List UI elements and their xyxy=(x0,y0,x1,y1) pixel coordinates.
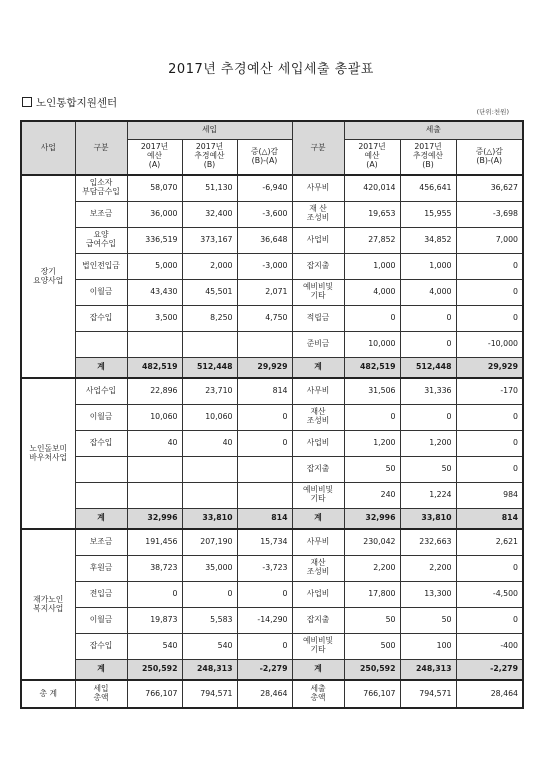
expense-revised-value: 1,000 xyxy=(400,253,456,279)
expense-subtotal-label: 계 xyxy=(292,357,344,378)
table-row xyxy=(21,253,523,279)
subtotal-row xyxy=(21,357,523,378)
subtotal-row xyxy=(21,508,523,529)
revenue-diff-value: 2,071 xyxy=(237,279,292,305)
expense-budget-value: 500 xyxy=(344,633,400,659)
header-business: 사업 xyxy=(21,121,75,175)
revenue-budget-value: 43,430 xyxy=(127,279,182,305)
expense-item-label: 사무비 xyxy=(292,529,344,555)
revenue-item-label: 후원금 xyxy=(75,555,127,581)
expense-subtotal-revised: 248,313 xyxy=(400,659,456,680)
revenue-subtotal-budget: 250,592 xyxy=(127,659,182,680)
revenue-total-label: 세입 총액 xyxy=(75,680,127,708)
expense-revised-value: 232,663 xyxy=(400,529,456,555)
table-row xyxy=(21,482,523,508)
revenue-item-label xyxy=(75,331,127,357)
table-row xyxy=(21,279,523,305)
expense-revised-value: 13,300 xyxy=(400,581,456,607)
revenue-budget-value: 38,723 xyxy=(127,555,182,581)
revenue-budget-value: 540 xyxy=(127,633,182,659)
revenue-subtotal-diff: 814 xyxy=(237,508,292,529)
revenue-revised-value: 0 xyxy=(182,581,237,607)
expense-revised-value: 50 xyxy=(400,607,456,633)
table-row xyxy=(21,633,523,659)
revenue-revised-value: 45,501 xyxy=(182,279,237,305)
revenue-subtotal-revised: 33,810 xyxy=(182,508,237,529)
revenue-item-label: 요양 급여수입 xyxy=(75,227,127,253)
revenue-budget-value: 36,000 xyxy=(127,201,182,227)
expense-diff-value: 0 xyxy=(456,404,523,430)
expense-diff-value: -400 xyxy=(456,633,523,659)
expense-diff-value: 0 xyxy=(456,253,523,279)
revenue-diff-value: 0 xyxy=(237,430,292,456)
revenue-total-budget: 766,107 xyxy=(127,680,182,708)
revenue-revised-value: 207,190 xyxy=(182,529,237,555)
expense-budget-value: 27,852 xyxy=(344,227,400,253)
expense-diff-value: 0 xyxy=(456,279,523,305)
expense-diff-value: -4,500 xyxy=(456,581,523,607)
revenue-subtotal-revised: 512,448 xyxy=(182,357,237,378)
expense-revised-value: 0 xyxy=(400,404,456,430)
expense-diff-value: 36,627 xyxy=(456,175,523,201)
revenue-item-label xyxy=(75,456,127,482)
revenue-item-label: 잡수입 xyxy=(75,633,127,659)
business-name: 재가노인 복지사업 xyxy=(21,529,75,680)
expense-subtotal-revised: 512,448 xyxy=(400,357,456,378)
expense-budget-value: 230,042 xyxy=(344,529,400,555)
expense-item-label: 준비금 xyxy=(292,331,344,357)
revenue-diff-value: 814 xyxy=(237,378,292,404)
expense-item-label: 사업비 xyxy=(292,227,344,253)
expense-budget-value: 0 xyxy=(344,305,400,331)
expense-diff-value: 0 xyxy=(456,456,523,482)
revenue-subtotal-revised: 248,313 xyxy=(182,659,237,680)
header-revenue-budget: 2017년 예산 (A) xyxy=(127,139,182,175)
revenue-diff-value: -3,723 xyxy=(237,555,292,581)
expense-item-label: 재산 조성비 xyxy=(292,404,344,430)
revenue-budget-value xyxy=(127,456,182,482)
revenue-item-label: 법인전입금 xyxy=(75,253,127,279)
expense-subtotal-label: 계 xyxy=(292,508,344,529)
expense-item-label: 적립금 xyxy=(292,305,344,331)
revenue-item-label: 이월금 xyxy=(75,279,127,305)
expense-diff-value: -10,000 xyxy=(456,331,523,357)
header-revenue-category: 구분 xyxy=(75,121,127,175)
expense-subtotal-budget: 482,519 xyxy=(344,357,400,378)
revenue-budget-value xyxy=(127,331,182,357)
expense-budget-value: 240 xyxy=(344,482,400,508)
budget-table xyxy=(20,120,524,709)
expense-item-label: 재산 조성비 xyxy=(292,555,344,581)
expense-diff-value: -3,698 xyxy=(456,201,523,227)
revenue-subtotal-diff: -2,279 xyxy=(237,659,292,680)
expense-subtotal-diff: 29,929 xyxy=(456,357,523,378)
revenue-revised-value: 51,130 xyxy=(182,175,237,201)
expense-revised-value: 34,852 xyxy=(400,227,456,253)
expense-budget-value: 4,000 xyxy=(344,279,400,305)
expense-item-label: 사업비 xyxy=(292,430,344,456)
expense-item-label: 예비비및 기타 xyxy=(292,279,344,305)
revenue-budget-value: 5,000 xyxy=(127,253,182,279)
expense-item-label: 잡지출 xyxy=(292,456,344,482)
revenue-total-revised: 794,571 xyxy=(182,680,237,708)
header-revenue: 세입 xyxy=(127,121,292,139)
revenue-revised-value: 32,400 xyxy=(182,201,237,227)
revenue-subtotal-label: 계 xyxy=(75,508,127,529)
revenue-diff-value: -6,940 xyxy=(237,175,292,201)
expense-subtotal-label: 계 xyxy=(292,659,344,680)
expense-subtotal-revised: 33,810 xyxy=(400,508,456,529)
expense-total-diff: 28,464 xyxy=(456,680,523,708)
revenue-budget-value xyxy=(127,482,182,508)
revenue-revised-value: 540 xyxy=(182,633,237,659)
expense-budget-value: 10,000 xyxy=(344,331,400,357)
revenue-budget-value: 10,060 xyxy=(127,404,182,430)
revenue-item-label: 전입금 xyxy=(75,581,127,607)
revenue-budget-value: 336,519 xyxy=(127,227,182,253)
revenue-diff-value: -3,600 xyxy=(237,201,292,227)
revenue-diff-value xyxy=(237,331,292,357)
expense-diff-value: 984 xyxy=(456,482,523,508)
expense-diff-value: 0 xyxy=(456,305,523,331)
revenue-budget-value: 19,873 xyxy=(127,607,182,633)
expense-item-label: 예비비및 기타 xyxy=(292,482,344,508)
revenue-diff-value: -3,000 xyxy=(237,253,292,279)
expense-diff-value: 0 xyxy=(456,607,523,633)
revenue-diff-value: 36,648 xyxy=(237,227,292,253)
table-row xyxy=(21,331,523,357)
expense-revised-value: 456,641 xyxy=(400,175,456,201)
revenue-subtotal-diff: 29,929 xyxy=(237,357,292,378)
expense-budget-value: 31,506 xyxy=(344,378,400,404)
revenue-diff-value xyxy=(237,456,292,482)
revenue-item-label: 이월금 xyxy=(75,607,127,633)
table-row xyxy=(21,227,523,253)
revenue-revised-value xyxy=(182,456,237,482)
expense-revised-value: 15,955 xyxy=(400,201,456,227)
revenue-diff-value: 0 xyxy=(237,581,292,607)
revenue-budget-value: 0 xyxy=(127,581,182,607)
revenue-revised-value: 373,167 xyxy=(182,227,237,253)
revenue-budget-value: 3,500 xyxy=(127,305,182,331)
expense-diff-value: 0 xyxy=(456,430,523,456)
expense-subtotal-budget: 32,996 xyxy=(344,508,400,529)
revenue-budget-value: 191,456 xyxy=(127,529,182,555)
expense-subtotal-budget: 250,592 xyxy=(344,659,400,680)
table-row xyxy=(21,555,523,581)
revenue-diff-value: -14,290 xyxy=(237,607,292,633)
expense-budget-value: 1,000 xyxy=(344,253,400,279)
checkbox-square-icon xyxy=(22,97,32,107)
table-row xyxy=(21,378,523,404)
revenue-item-label: 사업수입 xyxy=(75,378,127,404)
table-row xyxy=(21,175,523,201)
header-expense-category: 구분 xyxy=(292,121,344,175)
expense-diff-value: 7,000 xyxy=(456,227,523,253)
expense-subtotal-diff: -2,279 xyxy=(456,659,523,680)
revenue-diff-value xyxy=(237,482,292,508)
section-label: 노인통합지원센터 xyxy=(36,97,118,109)
expense-item-label: 사무비 xyxy=(292,378,344,404)
expense-revised-value: 31,336 xyxy=(400,378,456,404)
expense-item-label: 사업비 xyxy=(292,581,344,607)
expense-budget-value: 0 xyxy=(344,404,400,430)
page-title: 2017년 추경예산 세입세출 총괄표 xyxy=(168,62,374,77)
table-row xyxy=(21,201,523,227)
expense-revised-value: 0 xyxy=(400,305,456,331)
revenue-item-label: 보조금 xyxy=(75,529,127,555)
header-revenue-revised: 2017년 추경예산 (B) xyxy=(182,139,237,175)
header-expense-diff: 증(△)감 (B)-(A) xyxy=(456,139,523,175)
table-row xyxy=(21,404,523,430)
table-row xyxy=(21,607,523,633)
expense-revised-value: 4,000 xyxy=(400,279,456,305)
expense-diff-value: 0 xyxy=(456,555,523,581)
expense-revised-value: 100 xyxy=(400,633,456,659)
revenue-diff-value: 0 xyxy=(237,404,292,430)
grand-total-row xyxy=(21,680,523,708)
table-row xyxy=(21,430,523,456)
table-row xyxy=(21,305,523,331)
section-heading xyxy=(22,95,117,110)
expense-budget-value: 1,200 xyxy=(344,430,400,456)
revenue-item-label: 잡수입 xyxy=(75,305,127,331)
header-revenue-diff: 증(△)감 (B)-(A) xyxy=(237,139,292,175)
revenue-revised-value: 35,000 xyxy=(182,555,237,581)
expense-item-label: 사무비 xyxy=(292,175,344,201)
revenue-subtotal-label: 계 xyxy=(75,357,127,378)
expense-item-label: 잡지출 xyxy=(292,607,344,633)
revenue-total-diff: 28,464 xyxy=(237,680,292,708)
revenue-diff-value: 4,750 xyxy=(237,305,292,331)
table-row xyxy=(21,456,523,482)
revenue-subtotal-budget: 32,996 xyxy=(127,508,182,529)
revenue-revised-value: 10,060 xyxy=(182,404,237,430)
expense-item-label: 잡지출 xyxy=(292,253,344,279)
revenue-revised-value: 8,250 xyxy=(182,305,237,331)
header-expense-revised: 2017년 추경예산 (B) xyxy=(400,139,456,175)
revenue-item-label: 보조금 xyxy=(75,201,127,227)
table-row xyxy=(21,529,523,555)
expense-budget-value: 50 xyxy=(344,607,400,633)
expense-diff-value: -170 xyxy=(456,378,523,404)
header-expense: 세출 xyxy=(344,121,523,139)
revenue-budget-value: 40 xyxy=(127,430,182,456)
expense-budget-value: 19,653 xyxy=(344,201,400,227)
expense-budget-value: 17,800 xyxy=(344,581,400,607)
expense-item-label: 재 산 조성비 xyxy=(292,201,344,227)
expense-revised-value: 1,224 xyxy=(400,482,456,508)
expense-item-label: 예비비및 기타 xyxy=(292,633,344,659)
revenue-diff-value: 15,734 xyxy=(237,529,292,555)
expense-budget-value: 2,200 xyxy=(344,555,400,581)
revenue-item-label xyxy=(75,482,127,508)
grand-total-label: 총 계 xyxy=(21,680,75,708)
header-expense-budget: 2017년 예산 (A) xyxy=(344,139,400,175)
business-name: 노인돌보미 바우처사업 xyxy=(21,378,75,529)
revenue-subtotal-budget: 482,519 xyxy=(127,357,182,378)
expense-revised-value: 0 xyxy=(400,331,456,357)
revenue-revised-value: 5,583 xyxy=(182,607,237,633)
revenue-budget-value: 58,070 xyxy=(127,175,182,201)
expense-revised-value: 2,200 xyxy=(400,555,456,581)
expense-total-budget: 766,107 xyxy=(344,680,400,708)
unit-label: (단위:천원) xyxy=(476,108,509,116)
expense-budget-value: 50 xyxy=(344,456,400,482)
table-row xyxy=(21,581,523,607)
expense-budget-value: 420,014 xyxy=(344,175,400,201)
revenue-item-label: 이월금 xyxy=(75,404,127,430)
revenue-item-label: 잡수입 xyxy=(75,430,127,456)
revenue-item-label: 입소자 부담금수입 xyxy=(75,175,127,201)
expense-revised-value: 1,200 xyxy=(400,430,456,456)
expense-revised-value: 50 xyxy=(400,456,456,482)
revenue-revised-value: 40 xyxy=(182,430,237,456)
revenue-revised-value: 23,710 xyxy=(182,378,237,404)
subtotal-row xyxy=(21,659,523,680)
revenue-revised-value xyxy=(182,482,237,508)
revenue-diff-value: 0 xyxy=(237,633,292,659)
business-name: 장기 요양사업 xyxy=(21,175,75,378)
expense-subtotal-diff: 814 xyxy=(456,508,523,529)
revenue-subtotal-label: 계 xyxy=(75,659,127,680)
revenue-revised-value: 2,000 xyxy=(182,253,237,279)
expense-diff-value: 2,621 xyxy=(456,529,523,555)
revenue-budget-value: 22,896 xyxy=(127,378,182,404)
expense-total-label: 세출 총액 xyxy=(292,680,344,708)
revenue-revised-value xyxy=(182,331,237,357)
expense-total-revised: 794,571 xyxy=(400,680,456,708)
